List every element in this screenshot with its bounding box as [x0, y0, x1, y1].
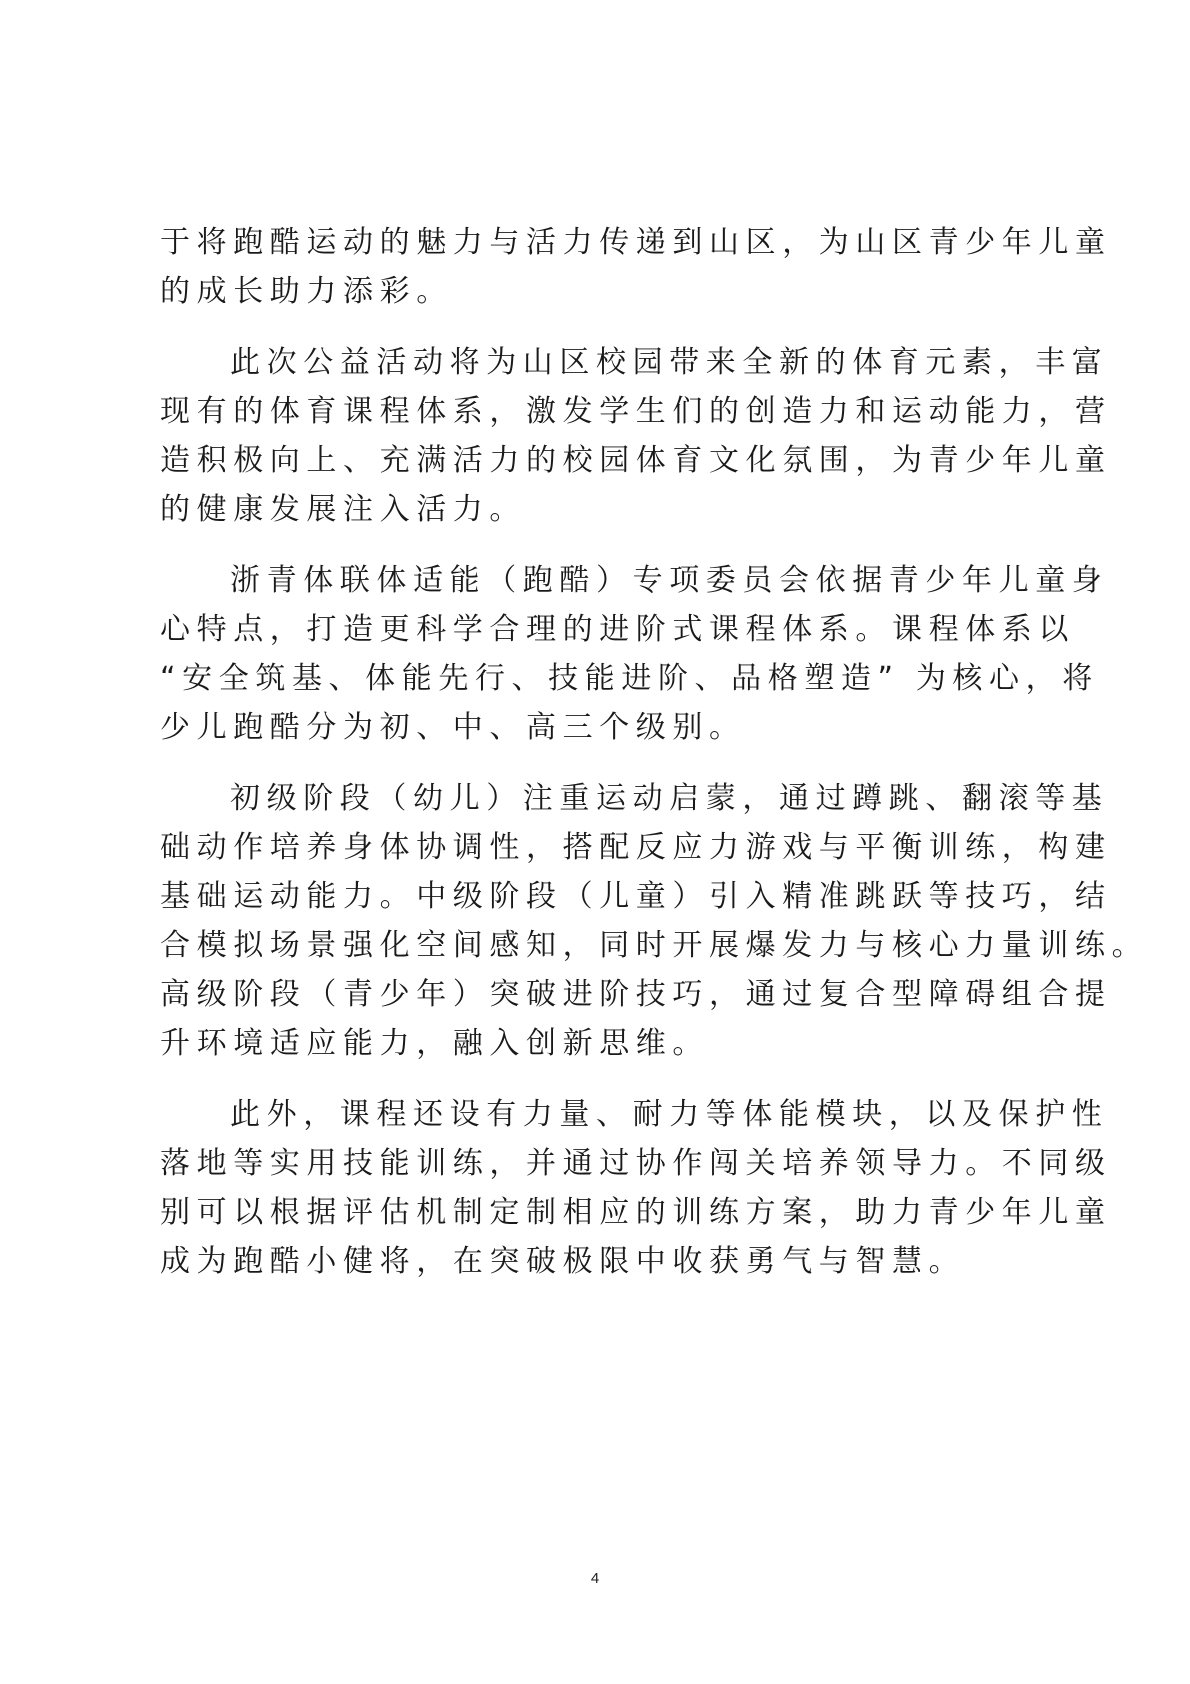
- text-line: 的健康发展注入活力。: [160, 492, 526, 527]
- paragraph: [160, 774, 1149, 1068]
- text-line: 成为跑酷小健将，在突破极限中收获勇气与智慧。: [160, 1244, 966, 1279]
- text-line: 础动作培养身体协调性，搭配反应力游戏与平衡训练，构建: [160, 830, 1112, 865]
- text-line: “安全筑基、体能先行、技能进阶、品格塑造” 为核心，将: [160, 661, 1099, 696]
- text-line: 初级阶段（幼儿）注重运动启蒙，通过蹲跳、翻滚等基: [230, 781, 1109, 816]
- paragraph: [160, 556, 1109, 752]
- paragraph: [160, 218, 1112, 316]
- text-line: 此次公益活动将为山区校园带来全新的体育元素，丰富: [230, 345, 1109, 380]
- text-line: 升环境适应能力，融入创新思维。: [160, 1026, 709, 1061]
- text-line: 心特点，打造更科学合理的进阶式课程体系。课程体系以: [160, 612, 1075, 647]
- body-text: [160, 218, 1149, 1286]
- text-line: 高级阶段（青少年）突破进阶技巧，通过复合型障碍组合提: [160, 977, 1112, 1012]
- text-line: 基础运动能力。中级阶段（儿童）引入精准跳跃等技巧，结: [160, 879, 1112, 914]
- text-line: 造积极向上、充满活力的校园体育文化氛围，为青少年儿童: [160, 443, 1112, 478]
- text-line: 浙青体联体适能（跑酷）专项委员会依据青少年儿童身: [230, 563, 1109, 598]
- page-number: 4: [590, 1570, 600, 1587]
- text-line: 此外，课程还设有力量、耐力等体能模块，以及保护性: [230, 1097, 1109, 1132]
- text-line: 合模拟场景强化空间感知，同时开展爆发力与核心力量训练。: [160, 928, 1149, 963]
- text-line: 的成长助力添彩。: [160, 274, 453, 309]
- text-line: 现有的体育课程体系，激发学生们的创造力和运动能力，营: [160, 394, 1112, 429]
- text-line: 别可以根据评估机制定制相应的训练方案，助力青少年儿童: [160, 1195, 1112, 1230]
- text-line: 少儿跑酷分为初、中、高三个级别。: [160, 710, 746, 745]
- paragraph: [160, 1090, 1112, 1286]
- paragraph: [160, 338, 1112, 534]
- text-line: 落地等实用技能训练，并通过协作闯关培养领导力。不同级: [160, 1146, 1112, 1181]
- text-line: 于将跑酷运动的魅力与活力传递到山区，为山区青少年儿童: [160, 225, 1112, 260]
